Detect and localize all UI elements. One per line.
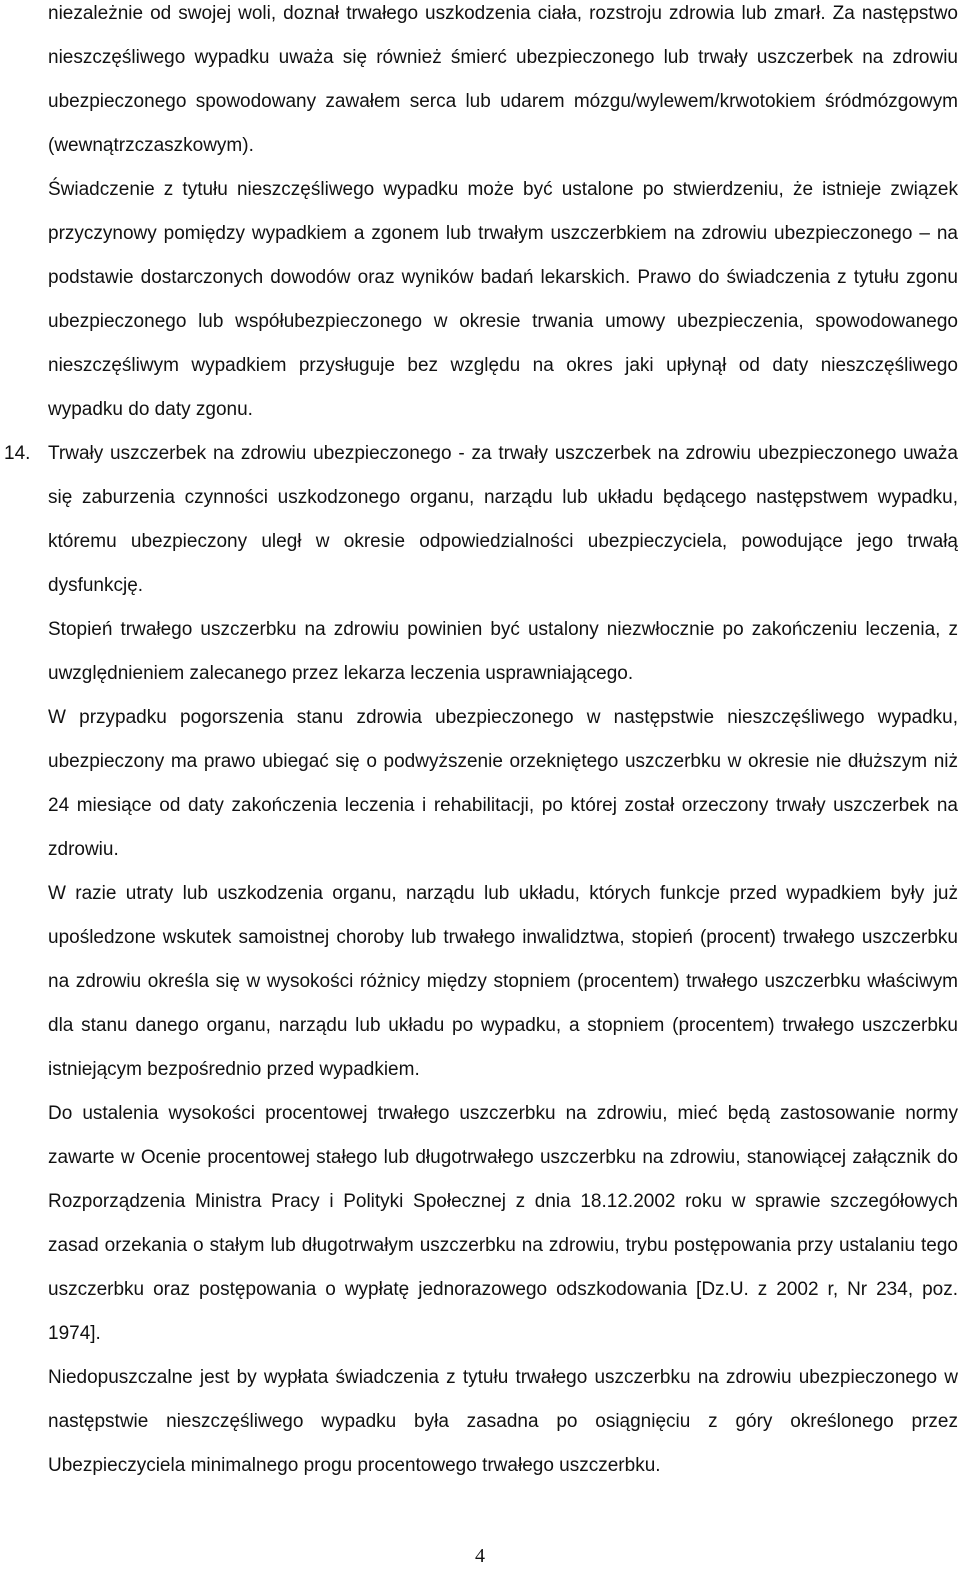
page-number: 4 [475,1545,485,1567]
paragraph-prior-impairment: W razie utraty lub uszkodzenia organu, narządu lub układu, których funkcje przed wypadkiem były już upośledzone wskutek samoistnej choroby lub trwałego inwalidztwa, stopień (procent) trwałego uszczerbku na zdrowiu określa się w wysokości różnicy między stopniem (procentem) trwałego uszczerbku właściwym dla stanu danego organu, narządu lub układu po wypadku, a stopniem (procentem) trwałego uszczerbku istniejącym bezpośrednio przed wypadkiem. [48,883,958,1080]
paragraph-accident-benefit: Świadczenie z tytułu nieszczęśliwego wypadku może być ustalone po stwierdzeniu, że istnieje związek przyczynowy pomiędzy wypadkiem a zgonem lub trwałym uszczerbkiem na zdrowiu ubezpieczonego – na podstawie dostarczonych dowodów oraz wyników badań lekarskich. Prawo do świadczenia z tytułu zgonu ubezpieczonego lub współubezpieczonego w okresie trwania umowy ubezpieczenia, spowodowanego nieszczęśliwym wypadkiem przysługuje bez względu na okres jaki upłynął od daty nieszczęśliwego wypadku do daty zgonu. [48,179,958,420]
document-page [4,0,958,1488]
paragraph-assessment-norms: Do ustalenia wysokości procentowej trwałego uszczerbku na zdrowiu, mieć będą zastosowanie normy zawarte w Ocenie procentowej stałego lub długotrwałego uszczerbku na zdrowiu, stanowiącej załącznik do Rozporządzenia Ministra Pracy i Polityki Społecznej z dnia 18.12.2002 roku w sprawie szczegółowych zasad orzekania o stałym lub długotrwałym uszczerbku na zdrowiu, trybu postępowania przy ustalaniu tego uszczerbku oraz postępowania o wypłatę jednorazowego odszkodowania [Dz.U. z 2002 r, Nr 234, poz. 1974]. [48,1103,958,1344]
paragraph-health-deterioration: W przypadku pogorszenia stanu zdrowia ubezpieczonego w następstwie nieszczęśliwego wypadku, ubezpieczony ma prawo ubiegać się o podwyższenie orzekniętego uszczerbku w okresie nie dłuższym niż 24 miesiące od daty zakończenia leczenia i rehabilitacji, po której został orzeczony trwały uszczerbek na zdrowiu. [48,707,958,860]
paragraph-minimum-threshold: Niedopuszczalne jest by wypłata świadczenia z tytułu trwałego uszczerbku na zdrowiu ubezpieczonego w następstwie nieszczęśliwego wypadku była zasadna po osiągnięciu z góry określonego przez Ubezpieczyciela minimalnego progu procentowego trwałego uszczerbku. [48,1367,958,1476]
section-item-14 [4,432,958,608]
item-number: 14. [4,443,31,464]
paragraph-continuation: niezależnie od swojej woli, doznał trwałego uszkodzenia ciała, rozstroju zdrowia lub zmarł. Za następstwo nieszczęśliwego wypadku uważa się również śmierć ubezpieczonego lub trwały uszczerbek na zdrowiu ubezpieczonego spowodowany zawałem serca lub udarem mózgu/wylewem/krwotokiem śródmózgowym (wewnątrzczaszkowym). [48,3,958,156]
paragraph-injury-degree: Stopień trwałego uszczerbku na zdrowiu powinien być ustalony niezwłocznie po zakończeniu leczenia, z uwzględnieniem zalecanego przez lekarza leczenia usprawniającego. [48,619,958,684]
paragraph-permanent-injury-definition: Trwały uszczerbek na zdrowiu ubezpieczonego - za trwały uszczerbek na zdrowiu ubezpieczonego uważa się zaburzenia czynności uszkodzonego organu, narządu lub układu będącego następstwem wypadku, któremu ubezpieczony uległ w okresie odpowiedzialności ubezpieczyciela, powodujące jego trwałą dysfunkcję. [48,443,958,596]
